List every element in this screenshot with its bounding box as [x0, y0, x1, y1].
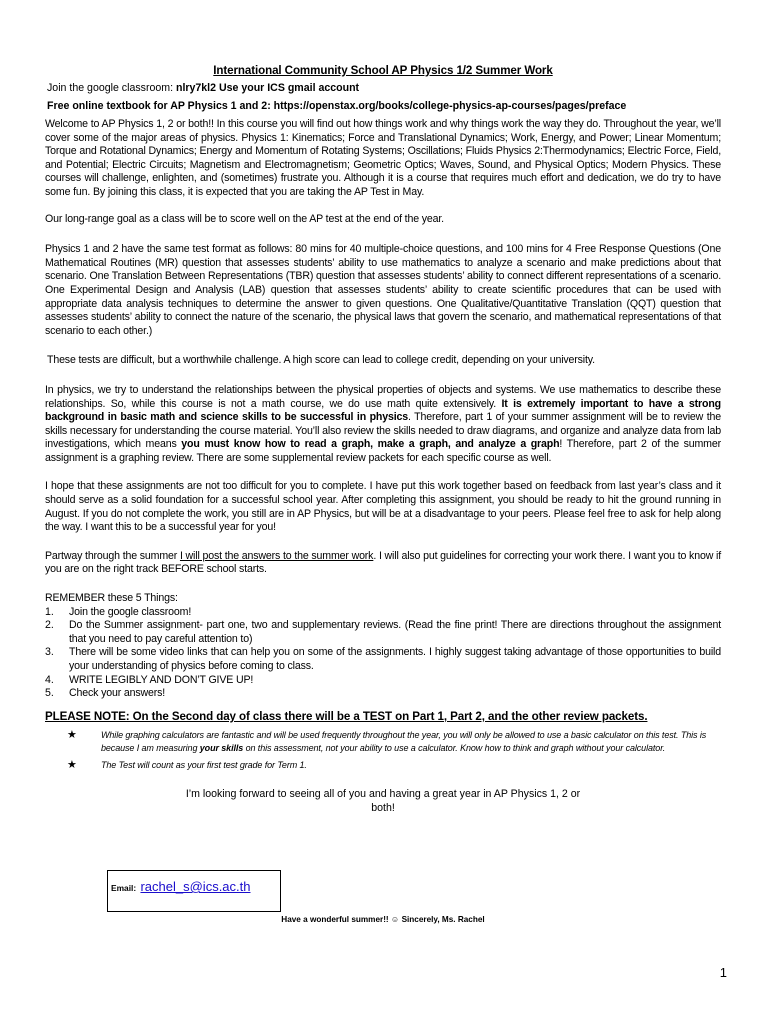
closing-text: I’m looking forward to seeing all of you and having a great year in AP Physics 1, 2 or both! [185, 788, 581, 814]
textbook-link[interactable]: : https://openstax.org/books/college-physics-ap-courses/pages/preface [267, 100, 627, 112]
list-item: 5. Check your answers! [45, 687, 166, 700]
physics-math-paragraph: In physics, we try to understand the relationships between the physical properties of objects and systems. We use mathematics to describe these relationships. So, while this course is not a math course, we do use math quite extensively. It is extremely important to have a strong background in basic math and science skills to be successful in physics. Therefore, part 1 of your summer assignment will be to review the skills necessary for understanding the course material. You’ll also review the skills needed to draw diagrams, and organize and analyze data from lab investigations, which means you must know how to read a graph, make a graph, and analyze a graph! Therefore, part 2 of the summer assignment is a graphing review. There are some supplemental review packets for each specific course as well. [45, 383, 721, 464]
email-box [107, 870, 281, 912]
answers-paragraph: Partway through the summer I will post the answers to the summer work. I will also put guidelines for correcting your work there. I want you to know if you are on the right track BEFORE school starts. [45, 549, 721, 576]
list-item: 3. There will be some video links that can help you on some of the assignments. I highly suggest taking advantage of those opportunities to build your understanding of physics before coming to class. [45, 646, 721, 672]
graph-emphasis: you must know how to read a graph, make a graph, and analyze a graph [181, 438, 560, 451]
difficulty-paragraph: These tests are difficult, but a worthwhile challenge. A high score can lead to college credit, depending on your university. [47, 354, 595, 367]
remember-heading: REMEMBER these 5 Things: [45, 592, 178, 605]
document-page [45, 64, 721, 815]
math-emphasis: It is extremely important to have a strong background in basic math and science skills to be successful in physics [45, 397, 721, 424]
list-item: 4. WRITE LEGIBLY AND DON’T GIVE UP! [45, 673, 254, 686]
textbook-prefix: Free online textbook for AP Physics 1 and 2 [47, 100, 268, 112]
classroom-line [47, 81, 721, 95]
skills-emphasis: your skills [199, 743, 244, 754]
test-note: PLEASE NOTE: On the Second day of class there will be a TEST on Part 1, Part 2, and the other review packets. [45, 709, 648, 723]
star-icon: ★ [67, 728, 77, 741]
goal-paragraph: Our long-range goal as a class will be to score well on the AP test at the end of the year. [45, 212, 444, 225]
signoff: Have a wonderful summer!! ☺ Sincerely, Ms. Rachel [281, 915, 485, 924]
answers-underline: I will post the answers to the summer work [179, 549, 374, 562]
note-bullets [45, 729, 721, 772]
textbook-line [47, 99, 721, 113]
test-format-paragraph: Physics 1 and 2 have the same test format as follows: 80 mins for 40 multiple-choice questions, and 100 mins for 4 Free Response Questions (One Mathematical Routines (MR) question that assesses students’ ability to use mathematics to analyze a scenario and make predictions about that scenario. One Translation Between Representations (TBR) question that assesses students’ ability to connect different representations of a scenario. One Experimental Design and Analysis (LAB) question that assesses students’ ability to create scientific procedures that can be used with appropriate data analysis techniques to determine the answer to given questions. One Qualitative/Quantitative Translation (QQT) question that assesses students’ ability to connect the nature of the scenario, the physical laws that govern the scenario, and mathematical representations of that scenario to each other.) [45, 243, 721, 337]
document-title: International Community School AP Physics 1/2 Summer Work [213, 64, 553, 77]
classroom-code: nlry7kl2 Use your ICS gmail account [175, 82, 360, 94]
list-item: 1. Join the google classroom! [45, 605, 192, 618]
remember-list [45, 606, 721, 701]
star-icon: ★ [67, 758, 77, 771]
hope-paragraph: I hope that these assignments are not too difficult for you to complete. I have put this work together based on feedback from last year’s class and it should serve as a solid foundation for a successful school year. After completing this assignment, you should be ready to hit the ground running in August. If you do not complete the work, you still are in AP Physics, but will be at a disadvantage to your peers. Please feel free to ask for help along the way. I want this to be a successful year for you! [45, 480, 721, 534]
email-link[interactable]: rachel_s@ics.ac.th [140, 879, 251, 894]
list-item: ★ The Test will count as your first test grade for Term 1. [45, 759, 721, 772]
welcome-paragraph: Welcome to AP Physics 1, 2 or both!! In this course you will find out how things work and why things work the way they do. Throughout the year, we’ll cover some of the major areas of physics. Physics 1: Kinematics; Force and Translational Dynamics; Work, Energy, and Power; Linear Momentum; Torque and Rotational Dynamics; Energy and Momentum of Rotating Systems; Oscillations; Fluids Physics 2:Thermodynamics; Electric Force, Field, and Potential; Electric Circuits; Magnetism and Electromagnetism; Geometric Optics; Waves, Sound, and Physical Optics; Modern Physics. These courses will challenge, enlighten, and (sometimes) frustrate you. Although it is a course that requires much effort and dedication, we do try to have some fun. By joining this class, it is expected that you are taking the AP Test in May. [45, 118, 721, 198]
page-number: 1 [719, 965, 727, 980]
list-item: 2. Do the Summer assignment- part one, two and supplementary reviews. (Read the fine print! There are directions throughout the assignment that you need to pay careful attention to) [45, 619, 721, 645]
classroom-prefix: Join the google classroom: [47, 82, 176, 94]
email-label: Email: [111, 883, 139, 893]
list-item: ★ While graphing calculators are fantastic and will be used frequently throughout the year, you will only be allowed to use a basic calculator on this test. This is because I am measuring your skills on this assessment, not your ability to use a calculator. Know how to think and graph without your calculator. [45, 729, 721, 756]
